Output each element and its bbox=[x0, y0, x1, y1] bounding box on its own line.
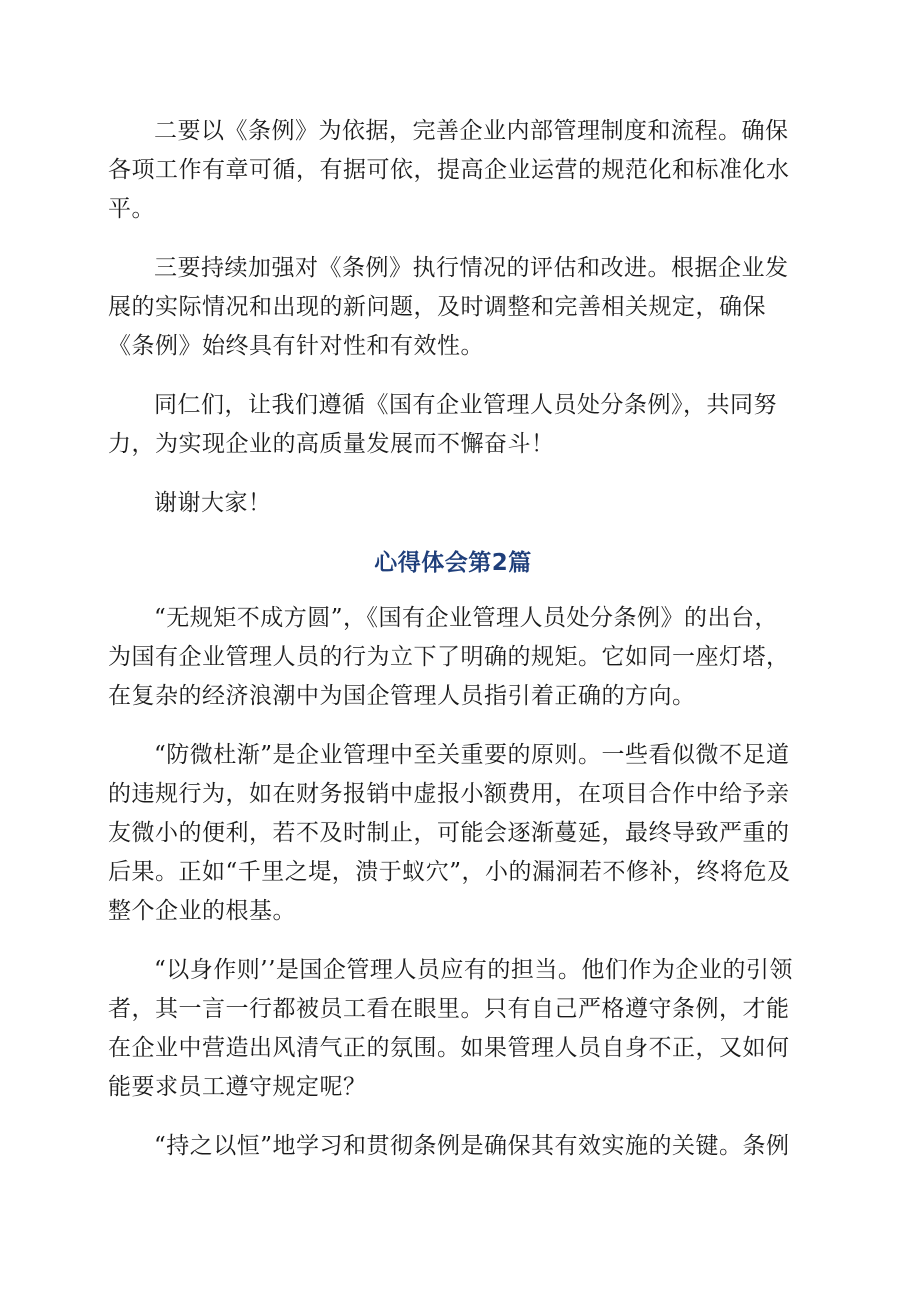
paragraph-perseverance: “持之以恒”地学习和贯彻条例是确保其有效实施的关键。条例 bbox=[154, 1133, 790, 1159]
paragraph-prevention: “防微杜渐”是企业管理中至关重要的原则。一些看似微不足道的违规行为，如在财务报销中虚报小额费用，在项目合作中给予亲友微小的便利，若不及时制止，可能会逐渐蔓延，最终导致严重的后果。正如“千里之堤，溃于蚁穴”，小的漏洞若不修补，终将危及整个企业的根基。 bbox=[108, 742, 791, 924]
paragraph-improve-management: 二要以《条例》为依据，完善企业内部管理制度和流程。确保各项工作有章可循，有据可依，提高企业运营的规范化和标准化水平。 bbox=[108, 118, 790, 222]
paragraph-rules: “无规矩不成方圆”，《国有企业管理人员处分条例》的出台，为国有企业管理人员的行为立下了明确的规矩。它如同一座灯塔，在复杂的经济浪潮中为国企管理人员指引着正确的方向。 bbox=[108, 605, 790, 709]
paragraph-call-to-colleagues: 同仁们，让我们遵循《国有企业管理人员处分条例》，共同努力，为实现企业的高质量发展而不懈奋斗！ bbox=[108, 392, 777, 457]
paragraph-evaluate-regulation: 三要持续加强对《条例》执行情况的评估和改进。根据企业发展的实际情况和出现的新问题，及时调整和完善相关规定，确保《条例》始终具有针对性和有效性。 bbox=[108, 255, 789, 359]
paragraph-lead-by-example: “以身作则’’是国企管理人员应有的担当。他们作为企业的引领者，其一言一行都被员工看在眼里。只有自己严格遵守条例，才能在企业中营造出风清气正的氛围。如果管理人员自身不正，又如何能要求员工遵守规定呢？ bbox=[108, 957, 793, 1100]
paragraph-thanks: 谢谢大家！ bbox=[154, 490, 272, 516]
section-heading: 心得体会第2篇 bbox=[374, 550, 532, 576]
document-body bbox=[108, 112, 798, 1186]
